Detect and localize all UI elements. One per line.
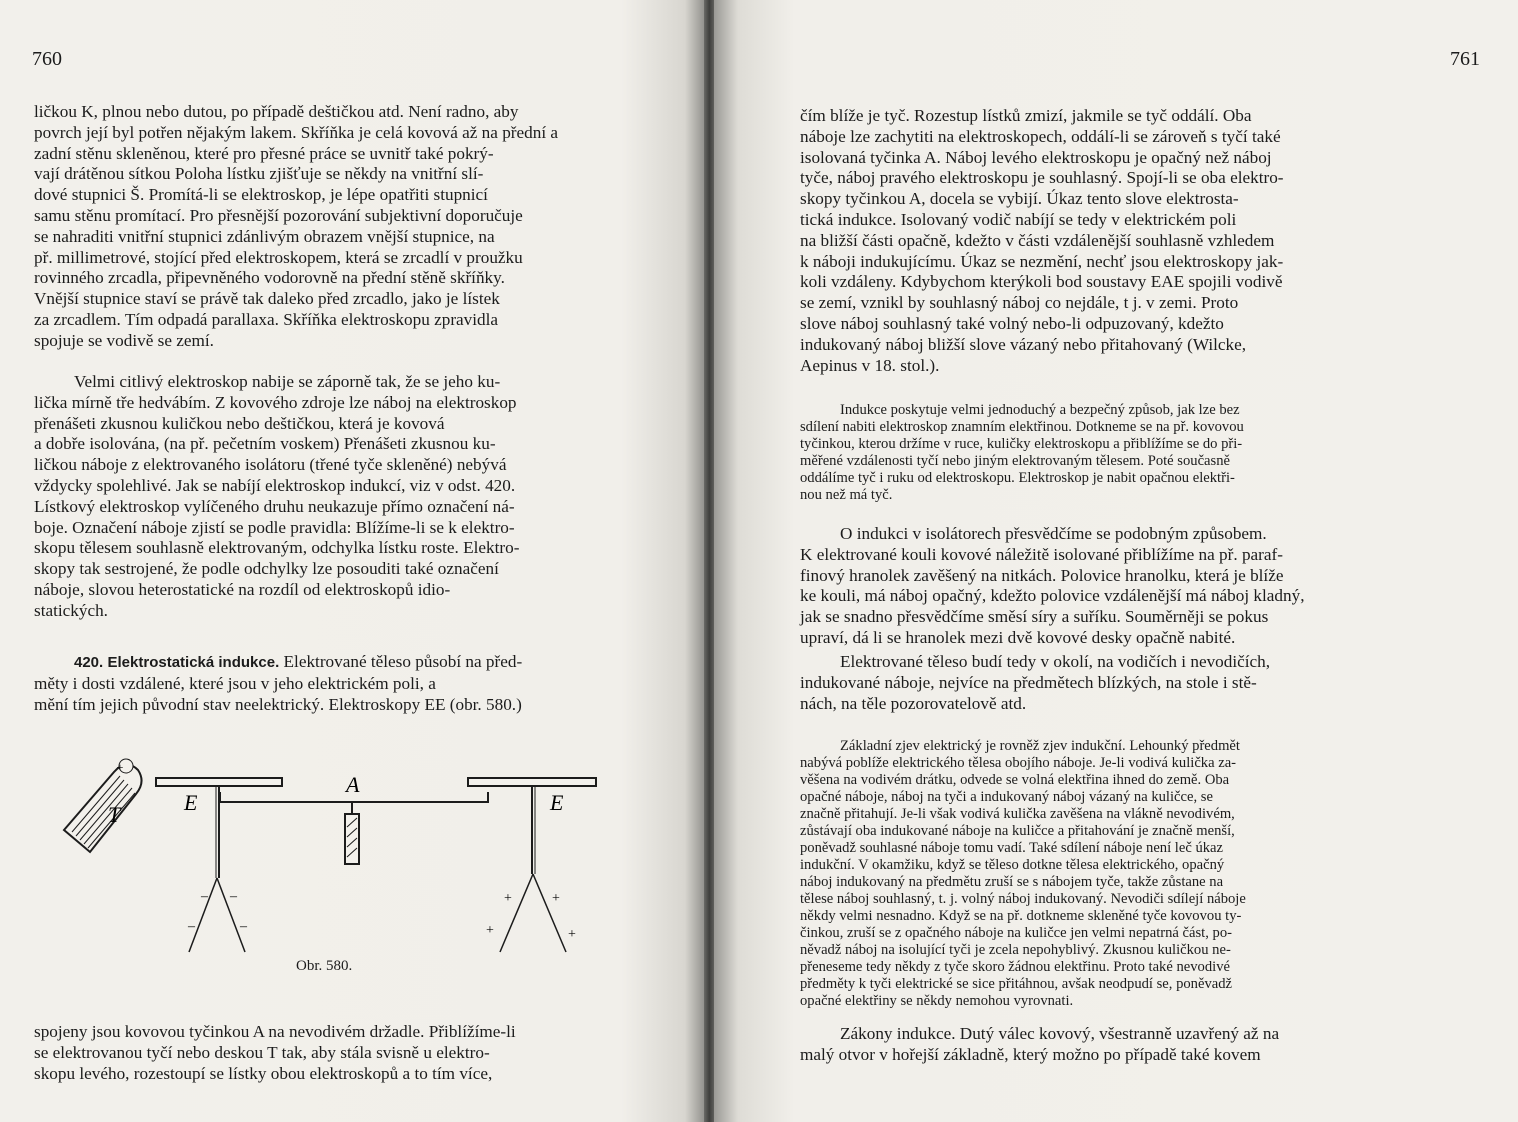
text-line: Aepinus v 18. stol.). bbox=[800, 355, 940, 375]
text-line bbox=[34, 652, 646, 674]
paragraph bbox=[800, 106, 1482, 376]
text-line: přenášeti zkusnou kuličkou nebo deštičkou, která je kovová bbox=[34, 413, 445, 433]
text-line: na bližší části opačně, kdežto v části vzdálenější souhlasně vzhledem bbox=[800, 230, 1275, 250]
text-line: př. millimetrové, stojící před elektroskopem, která se zrcadlí v proužku bbox=[34, 247, 523, 267]
text-line: Vnější stupnice staví se právě tak daleko před zrcadlo, jako je lístek bbox=[34, 289, 500, 309]
text-line: Indukce poskytuje velmi jednoduchý a bezpečný způsob, jak lze bez bbox=[840, 402, 1240, 418]
text-line: a dobře isolována, (na př. pečetním voskem) Přenášeti zkusnou ku- bbox=[34, 434, 496, 454]
text-line: za zrcadlem. Tím odpadá parallaxa. Skříňka elektroskopu zpravidla bbox=[34, 309, 499, 329]
right-page bbox=[714, 0, 1518, 1122]
text-line: vždycky spolehlivé. Jak se nabíjí elektroskop indukcí, viz v odst. 420. bbox=[34, 475, 516, 495]
text-line: Velmi citlivý elektroskop nabije se záporně tak, že se jeho ku- bbox=[74, 372, 501, 391]
text-line: spojuje se vodivě se zemí. bbox=[34, 330, 214, 350]
paragraph bbox=[34, 1022, 646, 1084]
plus-label: + bbox=[504, 891, 512, 906]
text-line: finový hranolek zavěšený na nitkách. Polovice hranolku, která je blíže bbox=[800, 565, 1284, 585]
text-line: Základní zjev elektrický je rovněž zjev indukční. Lehounký předmět bbox=[840, 738, 1240, 754]
text-line: indukovaný náboj bližší slove vázaný nebo přitahovaný (Wilcke, bbox=[800, 334, 1247, 354]
text-line: vají drátěnou sítkou Poloha lístku zjišťuje se někdy na vnitřní slí- bbox=[34, 164, 484, 184]
text-line: skopu tělesem souhlasně elektrovaným, odchylka lístku roste. Elektro- bbox=[34, 538, 520, 558]
rod-label: T bbox=[108, 802, 121, 827]
text-line: někdy velmi nesnadno. Když se na př. dotkneme skleněné tyče kovovou ty- bbox=[800, 908, 1242, 924]
left-page bbox=[0, 0, 706, 1122]
text-line: O indukci v isolátorech přesvědčíme se podobným způsobem. bbox=[840, 524, 1267, 543]
page-number: 760 bbox=[32, 48, 62, 70]
minus-label: – bbox=[188, 919, 195, 934]
text-line: koli vzdáleny. Kdybychom kterýkoli bod soustavy EAE spojili vodivě bbox=[800, 272, 1283, 292]
text-line: ličkou K, plnou nebo dutou, po případě deštičkou atd. Není radno, aby bbox=[34, 102, 519, 121]
text-line: předměty k tyči elektrické se sice přitáhnou, avšak neodpudí se, poněvadž bbox=[800, 976, 1232, 992]
text-line: ke kouli, má náboj opačný, kdežto polovice vzdálenější má náboj kladný, bbox=[800, 586, 1305, 606]
plus-label: + bbox=[486, 923, 494, 938]
text-line: Elektrované těleso budí tedy v okolí, na vodičích i nevodičích, bbox=[840, 652, 1271, 671]
text-line: dové stupnici Š. Promítá-li se elektroskop, je lépe opatřiti stupnicí bbox=[34, 185, 488, 205]
text-line: sdílení nabiti elektroskop znamním elektřinou. Dotkneme se na př. kovovou bbox=[800, 419, 1244, 435]
text-line: Lístkový elektroskop vylíčeného druhu neukazuje přímo označení ná- bbox=[34, 496, 515, 516]
text-line: nabývá poblíže elektrického tělesa obojího náboje. Je-li vodivá kulička za- bbox=[800, 755, 1237, 771]
text-line: statických. bbox=[34, 600, 108, 620]
text-line: indukované náboje, nejvíce na předmětech blízkých, na stole i stě- bbox=[800, 672, 1257, 692]
text-line: náboje, slovou heterostatické na rozdíl od elektroskopů idio- bbox=[34, 579, 451, 599]
text-line: tyčinkou, kterou držíme v ruce, kuličky elektroskopu a přiblížíme se do při- bbox=[800, 436, 1243, 452]
minus-label: – bbox=[201, 889, 208, 904]
text-line: upraví, dá li se hranolek mezi dvě kovové desky opačně nabité. bbox=[800, 627, 1236, 647]
right-leaf bbox=[500, 874, 533, 952]
text-line: mění tím jejich původní stav neelektrický. Elektroskopy EE (obr. 580.) bbox=[34, 694, 522, 714]
small-print-note bbox=[800, 402, 1482, 504]
text-line: opačné elektřiny se někdy nemohou vyrovnati. bbox=[800, 993, 1074, 1009]
text-line: indukční. V okamžiku, když se těleso dotkne tělesa elektrického, opačný bbox=[800, 857, 1225, 873]
left-plate bbox=[156, 778, 282, 786]
left-scope-label: E bbox=[184, 790, 198, 815]
text-line: nách, na těle pozorovatelově atd. bbox=[800, 693, 1027, 713]
figure-580 bbox=[56, 752, 616, 992]
section-number: 420. bbox=[74, 654, 104, 671]
page-number: 761 bbox=[1450, 48, 1480, 70]
plus-label: + bbox=[552, 891, 560, 906]
text-line: se zemí, vznikl by souhlasný náboj co nejdále, t j. v zemi. Proto bbox=[800, 293, 1239, 313]
text-line: přeneseme tedy někdy z tyče skoro žádnou elektřinu. Proto také nevodivé bbox=[800, 959, 1230, 975]
text-line: slove náboj souhlasný také volný nebo-li odpuzovaný, kdežto bbox=[800, 313, 1224, 333]
paragraph bbox=[800, 652, 1482, 714]
text-line: náboje lze zachytiti na elektroskopech, oddálí-li se zároveň s tyčí také bbox=[800, 126, 1281, 146]
text-line: povrch její byl potřen nějakým lakem. Skříňka je celá kovová až na přední a bbox=[34, 122, 559, 142]
text-line: skopy tyčinkou A, docela se vybijí. Úkaz tento slove elektrosta- bbox=[800, 189, 1239, 209]
text-line: tělese náboj souhlasný, t. j. volný náboj indukovaný. Nevodiči sdílejí náboje bbox=[800, 891, 1246, 907]
section-title: Elektrostatická indukce. bbox=[107, 654, 280, 671]
electroscope-diagram bbox=[56, 752, 616, 992]
text-line: věšena na vodivém drátku, odvede se volná elektřina ihned do země. Oba bbox=[800, 772, 1230, 788]
text-line: opačné náboje, náboj na tyči a indukovaný náboj vázaný na kuličce, se bbox=[800, 789, 1213, 805]
text-line: činkou, zruší se z opačného náboje na kuličce jen velmi nepatrná část, po- bbox=[800, 925, 1232, 941]
text-line: oddálíme tyč i ruku od elektroskopu. Elektroskop je nabit opačnou elektři- bbox=[800, 470, 1235, 486]
text-line: tyče, náboj pravého elektroskopu je souhlasný. Spojí-li se oba elektro- bbox=[800, 168, 1284, 188]
text-line: ličkou náboje z elektrovaného isolátoru (třené tyče skleněné) nebývá bbox=[34, 455, 507, 475]
text-line: spojeny jsou kovovou tyčinkou A na nevodivém držadle. Přiblížíme-li bbox=[34, 1022, 516, 1041]
text-line: nou než má tyč. bbox=[800, 487, 893, 503]
small-print-note bbox=[800, 738, 1482, 1010]
text-line: se nahraditi vnitřní stupnici zdánlivým obrazem vnější stupnice, na bbox=[34, 226, 495, 246]
right-plate bbox=[468, 778, 596, 786]
text-line: k náboji indukujícímu. Úkaz se nezmění, nechť jsou elektroskopy jak- bbox=[800, 251, 1284, 271]
text-line: Zákony indukce. Dutý válec kovový, všestranně uzavřený až na bbox=[840, 1024, 1280, 1043]
paragraph bbox=[800, 524, 1482, 649]
text-line: lička mírně tře hedvábím. Z kovového zdroje lze náboj na elektroskop bbox=[34, 392, 517, 412]
minus-label: – bbox=[230, 889, 237, 904]
text-line: K elektrované kouli kovové náležitě isolované přiblížíme na př. paraf- bbox=[800, 544, 1283, 564]
text-line: malý otvor v hořejší základně, který možno po případě také kovem bbox=[800, 1044, 1261, 1064]
text-line: měty i dosti vzdálené, které jsou v jeho elektrickém poli, a bbox=[34, 673, 436, 693]
plus-label: + bbox=[116, 760, 124, 774]
text-line: měřené vzdálenosti tyčí nebo jiným elektrovaným tělesem. Poté současně bbox=[800, 453, 1230, 469]
text-line: náboj indukovaný na předmětu zruší se s nábojem tyče, takže zůstane na bbox=[800, 874, 1224, 890]
connector-label: A bbox=[346, 772, 360, 797]
text-line: čím blíže je tyč. Rozestup lístků zmizí, jakmile se tyč oddálí. Oba bbox=[800, 106, 1252, 125]
plus-label: + bbox=[568, 927, 576, 942]
section-420 bbox=[34, 652, 646, 715]
text-line: tická indukce. Isolovaný vodič nabíjí se tedy v elektrickém poli bbox=[800, 209, 1237, 229]
text-line: skopy tak sestrojené, že podle odchylky lze posouditi také označení bbox=[34, 559, 499, 579]
text-line: poněvadž souhlasné náboje tomu vadí. Také sdílení náboje není leč úkaz bbox=[800, 840, 1224, 856]
text-line: značně přitahují. Je-li však vodivá kulička zavěšena na vlákně nevodivém, bbox=[800, 806, 1235, 822]
figure-caption: Obr. 580. bbox=[296, 958, 353, 974]
text-line: isolovaná tyčinka A. Náboj levého elektroskopu je opačný než náboj bbox=[800, 147, 1272, 167]
text-line: jak se snadno přesvědčíme směsí síry a suříku. Souměrněji se pokus bbox=[800, 607, 1269, 627]
right-leaf bbox=[533, 874, 566, 952]
text-line: skopu levého, rozestoupí se lístky obou elektroskopů a to tím více, bbox=[34, 1063, 493, 1083]
text-line: samu stěnu promítací. Pro přesnější pozorování subjektivní doporučuje bbox=[34, 205, 523, 225]
text-line: zůstávají oba indukované náboje na kuličce a přitahování je značně menší, bbox=[800, 823, 1235, 839]
text-line: boje. Označení náboje zjistí se podle pravidla: Blížíme-li se k elektro- bbox=[34, 517, 515, 537]
paragraph bbox=[34, 372, 646, 622]
paragraph bbox=[34, 102, 646, 352]
text-line: zadní stěnu skleněnou, které pro přesné práce se uvnitř také pokrý- bbox=[34, 143, 494, 163]
minus-label: – bbox=[240, 919, 247, 934]
text-line: něvadž náboj na isolující tyči je zcela nepohyblivý. Zkusnou kuličkou ne- bbox=[800, 942, 1231, 958]
text-line: rovinného zrcadla, připevněného vodorovně na přední stěně skříňky. bbox=[34, 268, 505, 288]
text-span: Elektrované těleso působí na před- bbox=[283, 652, 523, 671]
charged-rod bbox=[64, 759, 142, 852]
paragraph bbox=[800, 1024, 1482, 1066]
text-line: se elektrovanou tyčí nebo deskou T tak, aby stála svisně u elektro- bbox=[34, 1042, 490, 1062]
right-scope-label: E bbox=[550, 790, 564, 815]
